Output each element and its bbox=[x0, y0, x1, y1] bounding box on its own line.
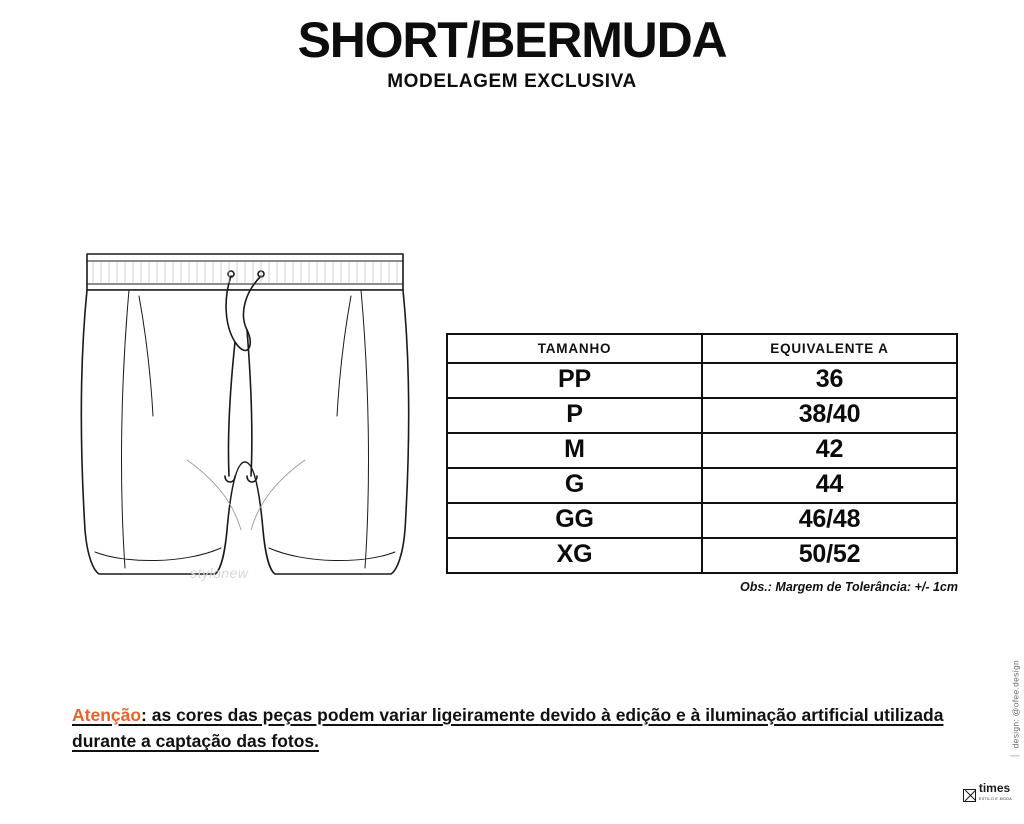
shorts-illustration-svg bbox=[55, 230, 445, 600]
brand-wordmark: times bbox=[978, 781, 1011, 796]
credit-divider bbox=[1010, 755, 1019, 756]
cell-size: GG bbox=[447, 503, 702, 538]
cell-size: P bbox=[447, 398, 702, 433]
column-header-equivalente: EQUIVALENTE A bbox=[702, 334, 957, 363]
table-row bbox=[447, 538, 957, 573]
table-row bbox=[447, 503, 957, 538]
document-header bbox=[0, 14, 1024, 93]
design-credit bbox=[1010, 660, 1020, 763]
attention-label: Atenção bbox=[72, 705, 142, 725]
cell-equivalent: 50/52 bbox=[702, 538, 957, 573]
credit-design-text: design: @ofee.design bbox=[1010, 660, 1020, 749]
table-row bbox=[447, 433, 957, 468]
table-row bbox=[447, 468, 957, 503]
cell-equivalent: 46/48 bbox=[702, 503, 957, 538]
cell-equivalent: 42 bbox=[702, 433, 957, 468]
table-row bbox=[447, 363, 957, 398]
size-table-container bbox=[446, 333, 958, 594]
cell-equivalent: 36 bbox=[702, 363, 957, 398]
page-title: SHORT/BERMUDA bbox=[297, 12, 727, 68]
brand-tagline: ESTILO E MODA bbox=[978, 797, 1012, 802]
size-table bbox=[446, 333, 958, 574]
illustration-watermark: stylonew bbox=[190, 565, 249, 581]
attention-note bbox=[72, 702, 952, 755]
cell-size: M bbox=[447, 433, 702, 468]
attention-text: as cores das peças podem variar ligeiramente devido à edição e à iluminação artificial utilizada durante a captação das fotos. bbox=[72, 705, 944, 752]
cell-size: G bbox=[447, 468, 702, 503]
cell-equivalent: 38/40 bbox=[702, 398, 957, 433]
brand-mark-icon bbox=[963, 789, 976, 802]
tolerance-note: Obs.: Margem de Tolerância: +/- 1cm bbox=[739, 580, 958, 594]
attention-separator: : bbox=[141, 705, 147, 725]
cell-equivalent: 44 bbox=[702, 468, 957, 503]
page-subtitle: MODELAGEM EXCLUSIVA bbox=[387, 70, 637, 92]
cell-size: XG bbox=[447, 538, 702, 573]
table-row bbox=[447, 398, 957, 433]
brand-logo bbox=[963, 779, 1012, 802]
shorts-technical-drawing bbox=[55, 230, 445, 600]
cell-size: PP bbox=[447, 363, 702, 398]
table-header-row bbox=[447, 334, 957, 363]
column-header-tamanho: TAMANHO bbox=[447, 334, 702, 363]
